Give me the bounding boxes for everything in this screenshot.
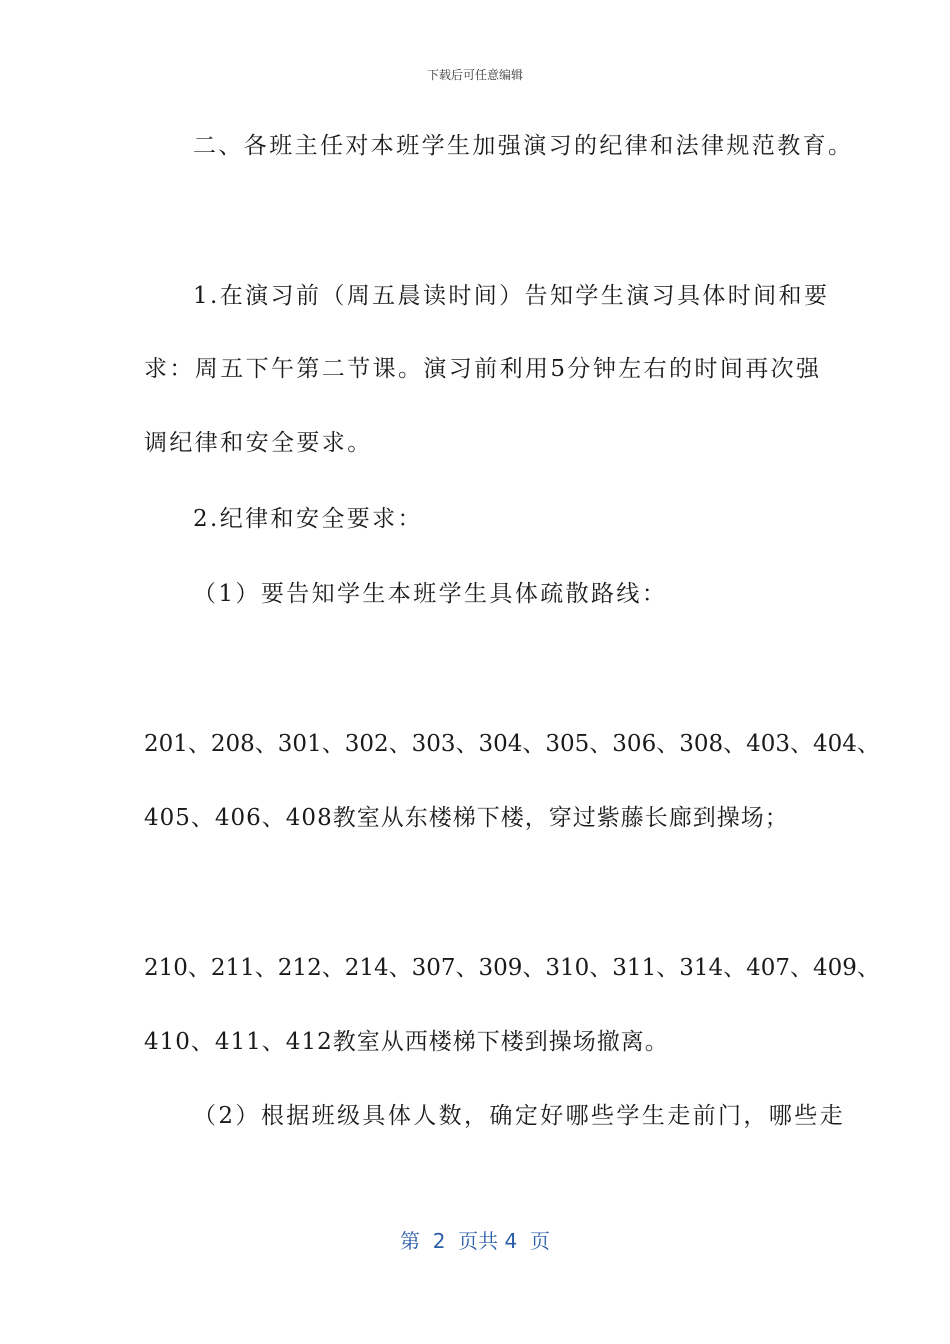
page-header: 下载后可任意编辑 <box>426 68 523 82</box>
paragraph-line: 调纪律和安全要求。 <box>144 430 373 456</box>
paragraph-line: 201、208、301、302、303、304、305、306、308、403、404、 <box>144 731 880 757</box>
paragraph-line: （1）要告知学生本班学生具体疏散路线： <box>193 581 668 607</box>
paragraph-line: 410、411、412教室从西楼梯下楼到操场撤离。 <box>144 1029 669 1055</box>
paragraph-line: （2）根据班级具体人数，确定好哪些学生走前门，哪些走 <box>193 1103 846 1129</box>
page-footer: 第 2 页共 4 页 <box>400 1229 550 1253</box>
paragraph-line: 405、406、408教室从东楼梯下楼，穿过紫藤长廊到操场； <box>144 805 789 831</box>
paragraph-line: 1.在演习前（周五晨读时间）告知学生演习具体时间和要 <box>193 283 830 309</box>
heading-line: 二、各班主任对本班学生加强演习的纪律和法律规范教育。 <box>193 133 854 159</box>
paragraph-line: 2.纪律和安全要求： <box>193 506 423 532</box>
paragraph-line: 求：周五下午第二节课。演习前利用5分钟左右的时间再次强 <box>144 356 822 382</box>
paragraph-line: 210、211、212、214、307、309、310、311、314、407、409、 <box>144 955 880 981</box>
